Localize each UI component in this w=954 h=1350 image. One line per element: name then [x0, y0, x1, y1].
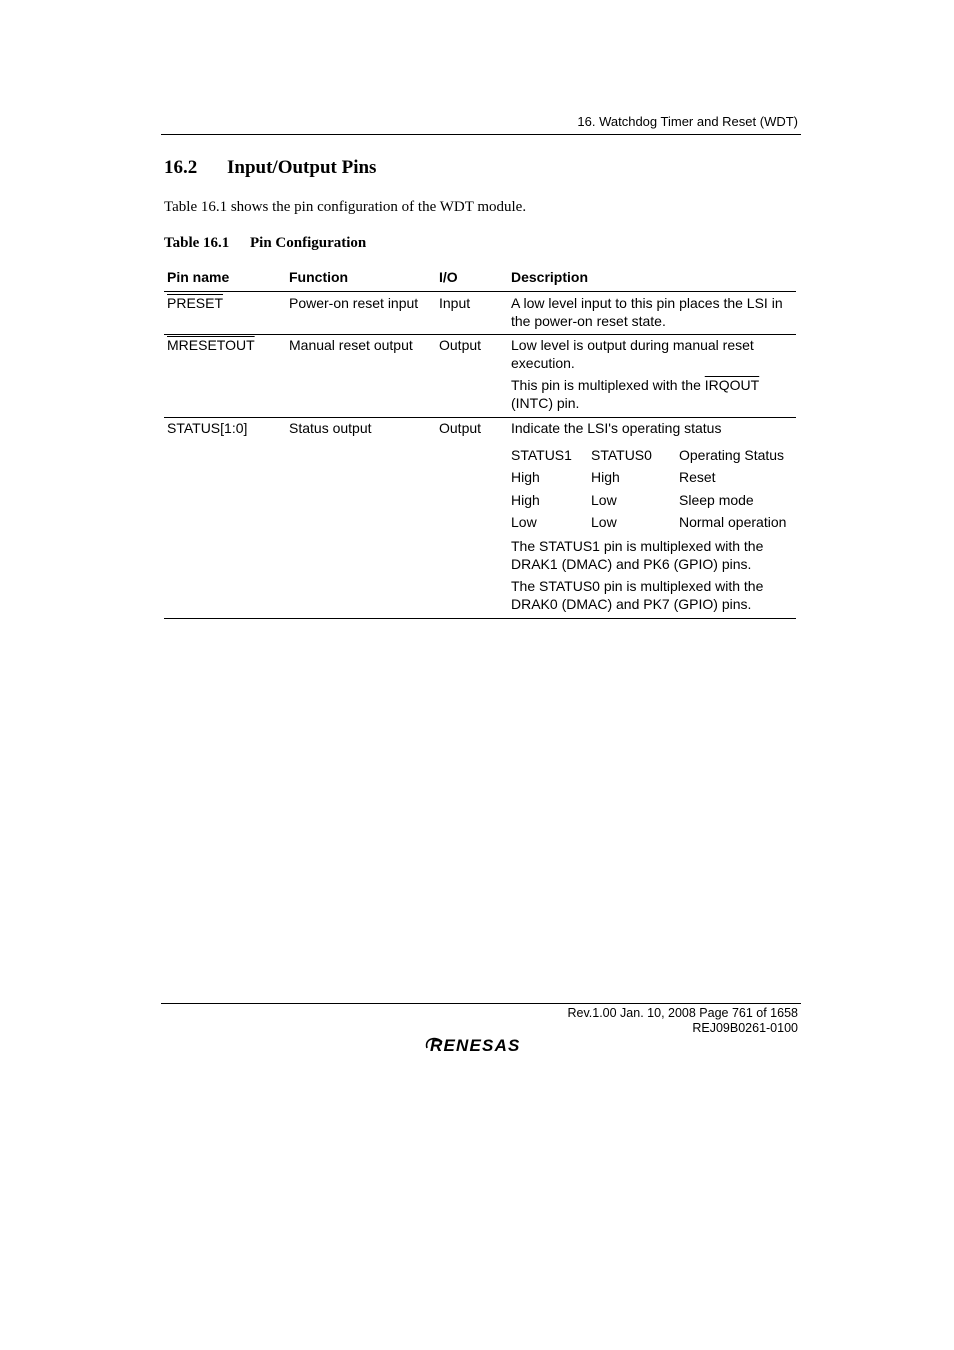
pin-description-line: The STATUS1 pin is multiplexed with the — [511, 538, 764, 554]
pin-io: Output — [439, 337, 482, 353]
running-header: 16. Watchdog Timer and Reset (WDT) — [577, 114, 798, 129]
pin-description-line: Indicate the LSI's operating status — [511, 420, 722, 436]
irqout-signal: IRQOUT — [704, 377, 760, 393]
col-header-pin-name: Pin name — [167, 269, 230, 285]
logo-wordmark: RENESAS — [430, 1036, 521, 1055]
section-title: Input/Output Pins — [227, 157, 377, 178]
multiplex-text: This pin is multiplexed with the — [511, 377, 705, 393]
renesas-logo-icon — [423, 1034, 541, 1056]
status-cell: Sleep mode — [679, 492, 754, 508]
footer-divider — [161, 1003, 801, 1004]
pin-description-line: The STATUS0 pin is multiplexed with the — [511, 578, 764, 594]
status-header: Operating Status — [679, 447, 785, 463]
status-cell: Low — [591, 492, 617, 508]
pin-name: STATUS[1:0] — [167, 420, 248, 436]
status-header: STATUS1 — [511, 447, 572, 463]
col-header-io: I/O — [439, 269, 458, 285]
status-cell: Low — [591, 514, 617, 530]
table-number: Table 16.1 — [164, 235, 230, 251]
pin-description-line: the power-on reset state. — [511, 313, 666, 329]
section-heading — [164, 157, 376, 179]
pin-function: Manual reset output — [289, 337, 413, 353]
row-rule — [164, 334, 796, 335]
pin-name: PRESET — [167, 295, 224, 311]
pin-name: MRESETOUT — [167, 337, 255, 353]
status-header: STATUS0 — [591, 447, 652, 463]
status-cell: Low — [511, 514, 537, 530]
intro-paragraph: Table 16.1 shows the pin configuration of the WDT module. — [164, 199, 527, 215]
table-title: Pin Configuration — [250, 235, 367, 251]
status-cell: High — [591, 469, 620, 485]
col-header-description: Description — [511, 269, 589, 285]
status-cell: Normal operation — [679, 514, 787, 530]
col-header-function: Function — [289, 269, 349, 285]
pin-function: Power-on reset input — [289, 295, 419, 311]
pin-description-line: DRAK0 (DMAC) and PK7 (GPIO) pins. — [511, 596, 752, 612]
pin-io: Output — [439, 420, 482, 436]
pin-io: Input — [439, 295, 471, 311]
row-rule — [164, 417, 796, 418]
pin-description-line: DRAK1 (DMAC) and PK6 (GPIO) pins. — [511, 556, 752, 572]
pin-description-line: execution. — [511, 355, 575, 371]
footer-document-number: REJ09B0261-0100 — [692, 1021, 798, 1035]
pin-description-line: Low level is output during manual reset — [511, 337, 754, 353]
pin-description-line — [511, 376, 796, 394]
header-divider — [161, 134, 801, 135]
table-caption — [164, 235, 366, 252]
status-cell: Reset — [679, 469, 716, 485]
header-row-rule — [164, 291, 796, 292]
status-cell: High — [511, 492, 540, 508]
status-cell: High — [511, 469, 540, 485]
section-number: 16.2 — [164, 157, 198, 178]
pin-function: Status output — [289, 420, 372, 436]
table-bottom-rule — [164, 618, 796, 619]
pin-description-line: A low level input to this pin places the LSI in — [511, 295, 783, 311]
footer-revision: Rev.1.00 Jan. 10, 2008 Page 761 of 1658 — [567, 1006, 798, 1020]
pin-description-line: (INTC) pin. — [511, 395, 580, 411]
